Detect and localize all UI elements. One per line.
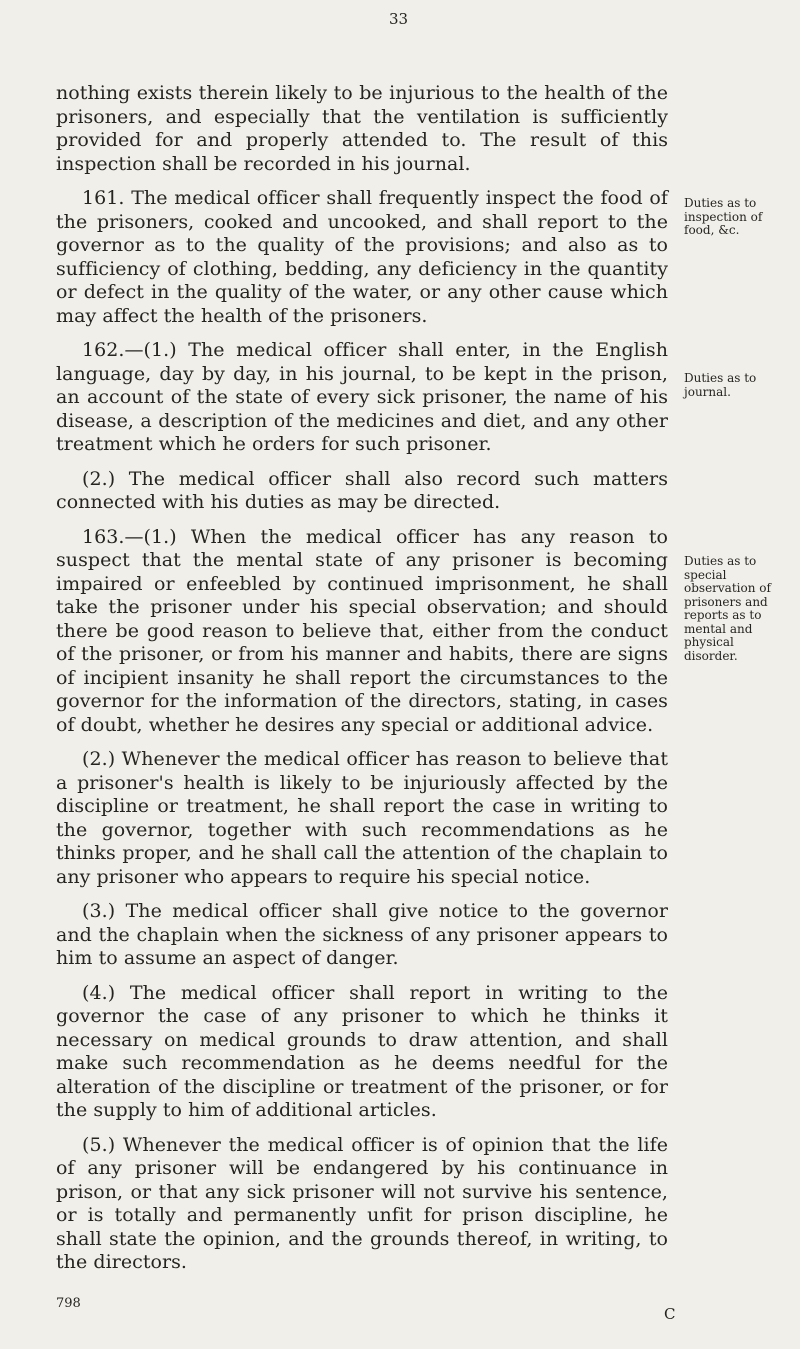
page-number: 33	[389, 10, 409, 28]
side-note-food: Duties as to inspection of food, &c.	[684, 196, 763, 237]
paragraph-162-2: (2.) The medical officer shall also record such matters connected with his duties as may be directed.	[56, 467, 668, 513]
paragraph-163-2: (2.) Whenever the medical officer has reason to believe that a prisoner's health is likely to be injuriously affected by the discipline or treatment, he shall report the case in writing to the governor, together with such recommendations as he thinks proper, and he shall call the attention of the chaplain to any prisoner who appears to require his special notice.	[56, 748, 668, 888]
printer-mark: 798	[56, 1296, 81, 1311]
paragraph-163-1: 163.—(1.) When the medical officer has any reason to suspect that the mental state of any prisoner is becoming impaired or enfeebled by continued imprisonment, he shall take the prisoner under his special observation; and should there be good reason to believe that, either from the conduct of the prisoner, or from his manner and habits, there are signs of incipient insanity he shall report the circumstances to the governor for the information of the directors, stating, in cases of doubt, whether he desires any special or additional advice.	[56, 525, 668, 736]
side-note-journal: Duties as to journal.	[684, 371, 757, 399]
paragraph-163-5: (5.) Whenever the medical officer is of opinion that the life of any prisoner will be endangered by his continuance in prison, or that any sick prisoner will not survive his sentence, or is totally and permanently unfit for prison discipline, he shall state the opinion, and the grounds thereof, in writing, to the directors.	[56, 1133, 668, 1273]
paragraph-163-3: (3.) The medical officer shall give notice to the governor and the chaplain when the sickness of any prisoner appears to him to assume an aspect of danger.	[56, 900, 668, 969]
paragraph-161: 161. The medical officer shall frequently inspect the food of the prisoners, cooked and uncooked, and shall report to the governor as to the quality of the provisions; and also as to sufficiency of clothing, bedding, any deficiency in the quantity or defect in the quality of the water, or any other cause which may affect the health of the prisoners.	[56, 187, 668, 327]
signature-mark: C	[664, 1305, 676, 1323]
side-note-observation: Duties as to special observation of prisoners and reports as to mental and physical disorder.	[684, 554, 771, 663]
paragraph-163-4: (4.) The medical officer shall report in writing to the governor the case of any prisoner to which he thinks it necessary on medical grounds to draw attention, and shall make such recommendation as he deems needful for the alteration of the discipline or treatment of the prisoner, or for the supply to him of additional articles.	[56, 981, 668, 1121]
paragraph-162-1: 162.—(1.) The medical officer shall enter, in the English language, day by day, in his journal, to be kept in the prison, an account of the state of every sick prisoner, the name of his disease, a description of the medicines and diet, and any other treatment which he orders for such prisoner.	[56, 339, 668, 455]
body-text	[56, 82, 668, 1275]
paragraph-continued: nothing exists therein likely to be injurious to the health of the prisoners, and especially that the ventilation is sufficiently provided for and properly attended to. The result of this inspection shall be recorded in his journal.	[56, 82, 668, 175]
